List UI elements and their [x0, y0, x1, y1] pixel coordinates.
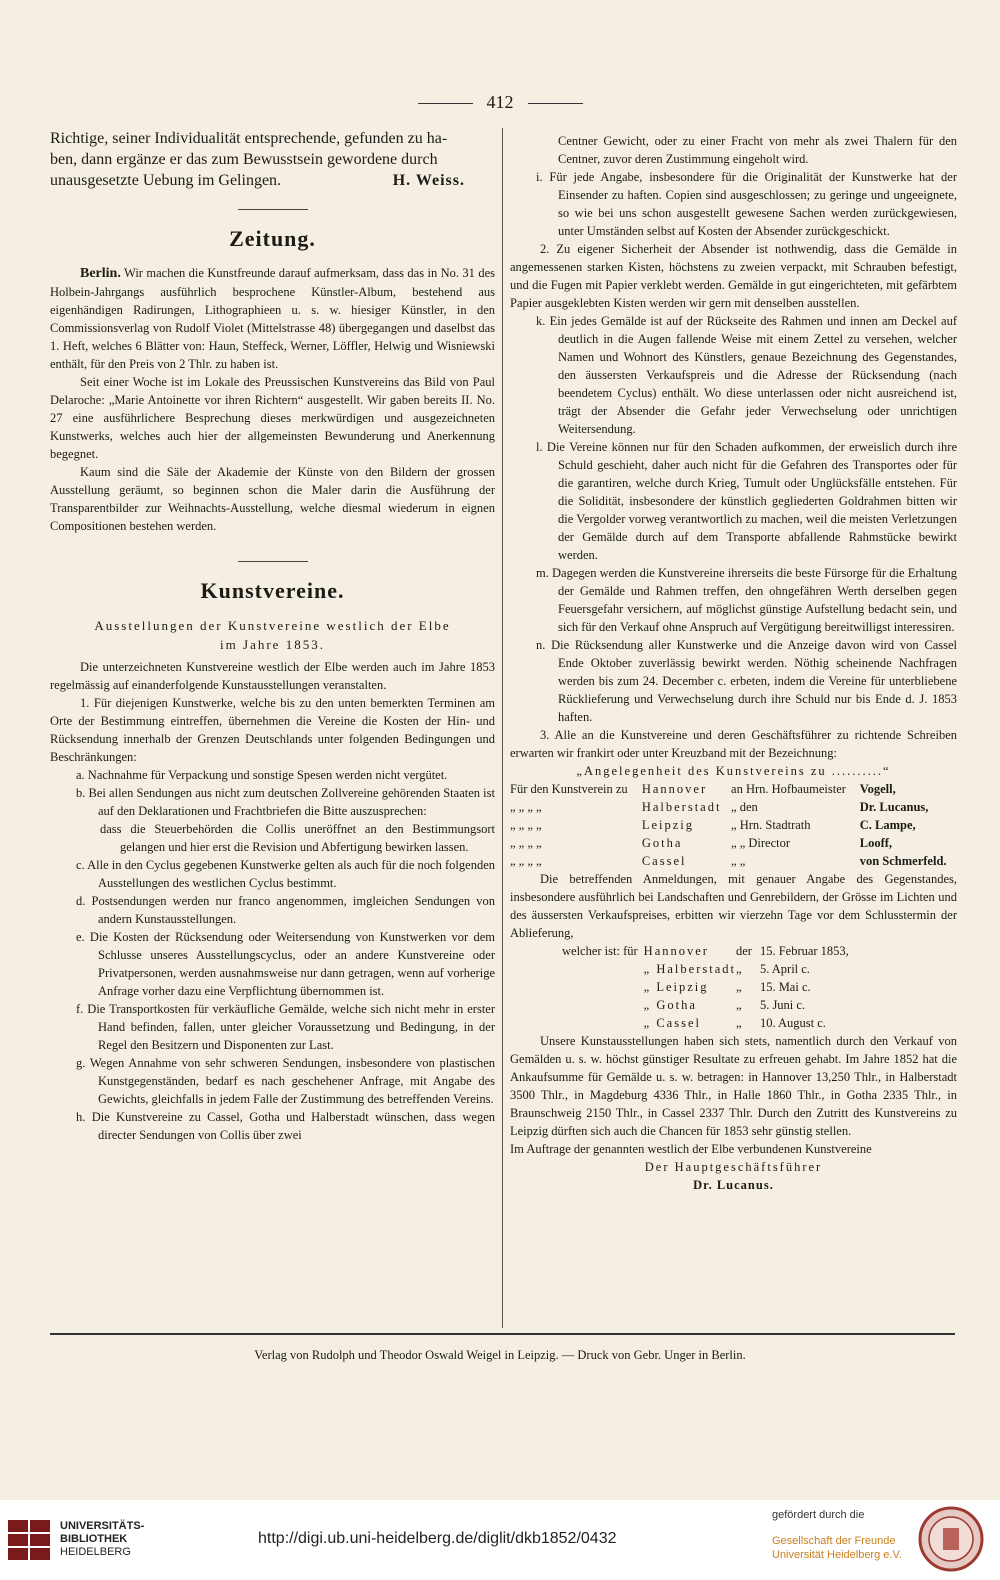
deadline-row: „ Halberstadt „ 5. April c.	[643, 962, 810, 976]
library-logo-icon	[6, 1518, 54, 1562]
condition-item: e. Die Kosten der Rücksendung oder Weitersendung von Kunstwerken vor dem Schlusse unseres Ausstellungscyclus, oder an andere Kunstvereine oder Privatpersonen, werden ausnahmsweise nur dann getragen, wenn auf vorherige Anfrage vorher dazu eine Verpflichtung übernommen ist.	[76, 930, 495, 998]
kunst-paragraph: 2. Zu eigener Sicherheit der Absender ist nothwendig, dass die Gemälde in angemessenen starken Kisten, höchstens zu zweien verpackt, mit Schrauben befestigt, und die Fugen mit Papier verklebt werden. Gemälde in gut eingerichteten, mit gefärbtem Papier ausgeklebten Kisten werden wir gern mit denselben ausstellen.	[510, 242, 957, 310]
intro-signature: H. Weiss.	[392, 172, 465, 189]
address-row: „ „ „ „ Cassel „ „ von Schmerfeld.	[510, 854, 947, 868]
condition-item: c. Alle in den Cyclus gegebenen Kunstwerke gelten als auch für die noch folgenden Ausstellungen des westlichen Cyclus bestimmt.	[76, 858, 495, 890]
closing-signature: Dr. Lucanus.	[693, 1178, 774, 1192]
left-column	[50, 128, 495, 1144]
deadline-row: „ Leipzig „ 15. Mai c.	[643, 980, 811, 994]
university-seal-icon	[918, 1506, 984, 1572]
closing-role: Der Hauptgeschäftsführer	[644, 1160, 823, 1174]
address-row: „ „ „ „ Leipzig „ Hrn. Stadtrath C. Lampe,	[510, 818, 916, 832]
right-column	[510, 132, 957, 1194]
source-url-link[interactable]: http://digi.ub.uni-heidelberg.de/diglit/dkb1852/0432	[258, 1530, 617, 1547]
intro-line: Richtige, seiner Individualität entsprechende, gefunden zu ha-	[50, 130, 448, 147]
address-row: „ „ „ „ Halberstadt „ den Dr. Lucanus,	[510, 800, 929, 814]
address-row: Für den Kunstverein zu Hannover an Hrn. Hofbaumeister Vogell,	[510, 782, 896, 796]
berlin-label: Berlin.	[80, 266, 121, 281]
page-number: 412	[0, 92, 1000, 113]
condition-item: m. Dagegen werden die Kunstvereine ihrerseits die beste Fürsorge für die Erhaltung der Gemälde und Rahmen treffen, den ohngefähren Werth derselben gegen Feuersgefahr versichern, auf möglichst günstige Aufstellung bedacht sein, und sich für den Verkauf ohne Anspruch auf Vergütigung bereitwilligst interessiren.	[536, 566, 957, 634]
section-rule	[238, 561, 308, 562]
address-row: „ „ „ „ Gotha „ „ Director Looff,	[510, 836, 893, 850]
condition-item: i. Für jede Angabe, insbesondere für die Originalität der Kunstwerke hat der Einsender zu haften. Copien sind ausgeschlossen; zu geringe und ungeeignete, so wie bei uns schon ausgestellt gewesene Sachen werden zurückgewiesen, unter Umständen selbst auf Kosten der Absender zurückgeschickt.	[536, 170, 957, 238]
berlin-paragraph: Seit einer Woche ist im Lokale des Preussischen Kunstvereins das Bild von Paul Delaroche: „Marie Antoinette vor ihren Richtern“ ausgestellt. Wir gaben bereits II. No. 27 eine ausführlichere Besprechung dieses merkwürdigen und ausgezeichneten Kunstwerks, welches auch hier der allgemeinsten Bewunderung und Anerkennung begegnet.	[50, 375, 495, 461]
section-rule	[238, 209, 308, 210]
kunst-paragraph: Die unterzeichneten Kunstvereine westlich der Elbe werden auch im Jahre 1853 regelmässig auf einanderfolgende Kunstausstellungen veranstalten.	[50, 660, 495, 692]
digitization-footer	[0, 1500, 1000, 1580]
condition-item: d. Postsendungen werden nur franco angenommen, imgleichen Sendungen von andern Kunstausstellungen.	[76, 894, 495, 926]
kunstvereine-subheading: im Jahre 1853.	[220, 637, 325, 652]
sponsor-block: gefördert durch die Gesellschaft der Freunde Universität Heidelberg e.V.	[772, 1509, 902, 1561]
intro-line: ben, dann ergänze er das zum Bewusstsein gewordene durch	[50, 151, 438, 168]
kunst-paragraph: Unsere Kunstausstellungen haben sich stets, namentlich durch den Verkauf von Gemälden u. s. w. höchst günstiger Resultate zu erfreuen gehabt. Im Jahre 1852 hat die Ankaufsumme für Gemälde u. s. w. betragen: in Hannover 13,250 Thlr., in Halberstadt 3500 Thlr., in Magdeburg 4336 Thlr., in Halle 1860 Thlr., in Gotha 2335 Thlr., in Braunschweig 2150 Thlr., in Cassel 2337 Thlr. Durch den Zutritt des Kunstvereins zu Leipzig dürften sich auch die Chancen für 1853 sehr günstig stellen.	[510, 1034, 957, 1138]
condition-item: f. Die Transportkosten für verkäufliche Gemälde, welche sich nicht mehr in erster Hand befinden, fallen, unter gleicher Voraussetzung und Bedingung, in der Regel den Besitzern und Disponenten zur Last.	[76, 1002, 495, 1052]
address-table	[510, 780, 957, 870]
berlin-paragraph: Berlin. Wir machen die Kunstfreunde darauf aufmerksam, dass das in No. 31 des Holbein-Jahrgangs ausführlich besprochene Künstler-Album, bestehend aus eigenhändigen Radirungen, Lithographieen u. s. w. hiesiger Künstler, in den Commissionsverlag von Rudolf Violet (Mittelstrasse 48) übergegangen und daselbst das 1. Heft, welches 6 Blätter von: Haun, Steffeck, Werner, Löffler, Helwig und Wisniewski enthält, für den Preis von 2 Thlr. zu haben ist.	[50, 266, 495, 371]
publisher-line: Verlag von Rudolph und Theodor Oswald Weigel in Leipzig. — Druck von Gebr. Unger in Berlin.	[254, 1348, 746, 1362]
condition-quote: dass die Steuerbehörden die Collis uneröffnet an den Bestimmungsort gelangen und hier erst die Revision und Abfertigung bewirken lassen.	[100, 822, 495, 854]
intro-line: unausgesetzte Uebung im Gelingen. H. Weiss.	[50, 172, 465, 189]
library-name: UNIVERSITÄTS- BIBLIOTHEK HEIDELBERG	[60, 1520, 145, 1558]
condition-item: k. Ein jedes Gemälde ist auf der Rückseite des Rahmen und innen am Deckel auf deutlich in die Augen fallende Weise mit einem Zettel zu versehen, welcher Namen und Wohnort des Künstlers, genaue Bezeichnung des Gegenstandes, den äussersten Verkaufspreis und die Adresse der Rücksendung (nach beendetem Cyclus) enthält. Wo diese unterlassen oder nicht ausreichend ist, trägt der Absender die Gefahr jeder Verwechselung oder unrichtigen Weitersendung.	[536, 314, 957, 436]
kunstvereine-subheading: Ausstellungen der Kunstvereine westlich der Elbe	[94, 618, 451, 633]
deadline-row: „ Gotha „ 5. Juni c.	[643, 998, 806, 1012]
deadline-row: „ Cassel „ 10. August c.	[643, 1016, 826, 1030]
kunst-paragraph: 3. Alle an die Kunstvereine und deren Geschäftsführer zu richtende Schreiben erwarten wir frankirt oder unter Kreuzband mit der Bezeichnung:	[510, 728, 957, 760]
condition-item: g. Wegen Annahme von sehr schweren Sendungen, insbesondere von plastischen Kunstgegenständen, bedarf es nach geschehener Anfrage, mit Angabe des Gewichts, gleichfalls in jedem Falle der Zustimmung des betreffenden Vereins.	[76, 1056, 495, 1106]
closing-line: Im Auftrage der genannten westlich der Elbe verbundenen Kunstvereine	[510, 1142, 872, 1156]
column-divider	[502, 128, 503, 1328]
berlin-paragraph: Kaum sind die Säle der Akademie der Künste von den Bildern der grossen Ausstellung geräumt, so beginnen schon die Maler darin die Ausführung der Transparentbilder zur Weihnachts-Ausstellung, welche diesmal wiederum in eignen Compositionen bestehen werden.	[50, 465, 495, 533]
condition-item: b. Bei allen Sendungen aus nicht zum deutschen Zollvereine gehörenden Staaten ist auf den Deklarationen und Frachtbriefen die Bitte auszusprechen:	[76, 786, 495, 818]
condition-item: a. Nachnahme für Verpackung und sonstige Spesen werden nicht vergütet.	[76, 768, 448, 782]
deadline-row: welcher ist: für Hannover der 15. Februar 1853,	[562, 944, 849, 958]
condition-item: l. Die Vereine können nur für den Schaden aufkommen, der erweislich durch ihre Schuld geschieht, daher auch nicht für die Gefahren des Transportes oder für die garantiren, welche durch Krieg, Tumult oder Unglücksfälle entstehen. Für die Solidität, insbesondere der künstlich gegliederten Goldrahmen bitten wir die Vergolder vorweg verantwortlich zu machen, weil die meisten Verletzungen der Gemälde durch auf dem Transporte abfallende Rahmstücke bewirkt werden.	[536, 440, 957, 562]
bottom-rule	[50, 1333, 955, 1335]
condition-item: n. Die Rücksendung aller Kunstwerke und die Anzeige davon wird von Cassel Ende Oktober zuverlässig bewirkt werden. Nöthig scheinende Nachfragen werden bis zum 24. December c. erbeten, indem die Vereine für unterbliebene Rücklieferung und Verwechselung durch ihre Schuld nur bis Ende d. J. 1853 haften.	[536, 638, 957, 724]
deadline-table	[562, 942, 849, 1032]
kunst-paragraph: Die betreffenden Anmeldungen, mit genauer Angabe des Gegenstandes, insbesondere ausführlich bei Landschaften und Genrebildern, der Grösse im Lichten und des äussersten Verkaufspreises, erbitten wir vierzehn Tage vor dem Schlusstermin der Ablieferung,	[510, 872, 957, 940]
intro-text	[50, 128, 495, 191]
condition-continuation: Centner Gewicht, oder zu einer Fracht von mehr als zwei Thalern für den Centner, zuvor deren Zustimmung eingeholt wird.	[558, 134, 957, 166]
zeitung-heading: Zeitung.	[229, 226, 316, 251]
kunstvereine-heading: Kunstvereine.	[200, 578, 345, 603]
address-quote: „Angelegenheit des Kunstvereins zu ..........“	[576, 764, 891, 778]
condition-item: h. Die Kunstvereine zu Cassel, Gotha und Halberstadt wünschen, dass wegen directer Sendungen von Collis über zwei	[76, 1110, 495, 1142]
kunst-paragraph: 1. Für diejenigen Kunstwerke, welche bis zu den unten bemerkten Terminen am Orte der Bestimmung eintreffen, übernehmen die Vereine die Kosten der Hin- und Rücksendung innerhalb der Grenzen Deutschlands unter folgenden Bedingungen und Beschränkungen:	[50, 696, 495, 764]
